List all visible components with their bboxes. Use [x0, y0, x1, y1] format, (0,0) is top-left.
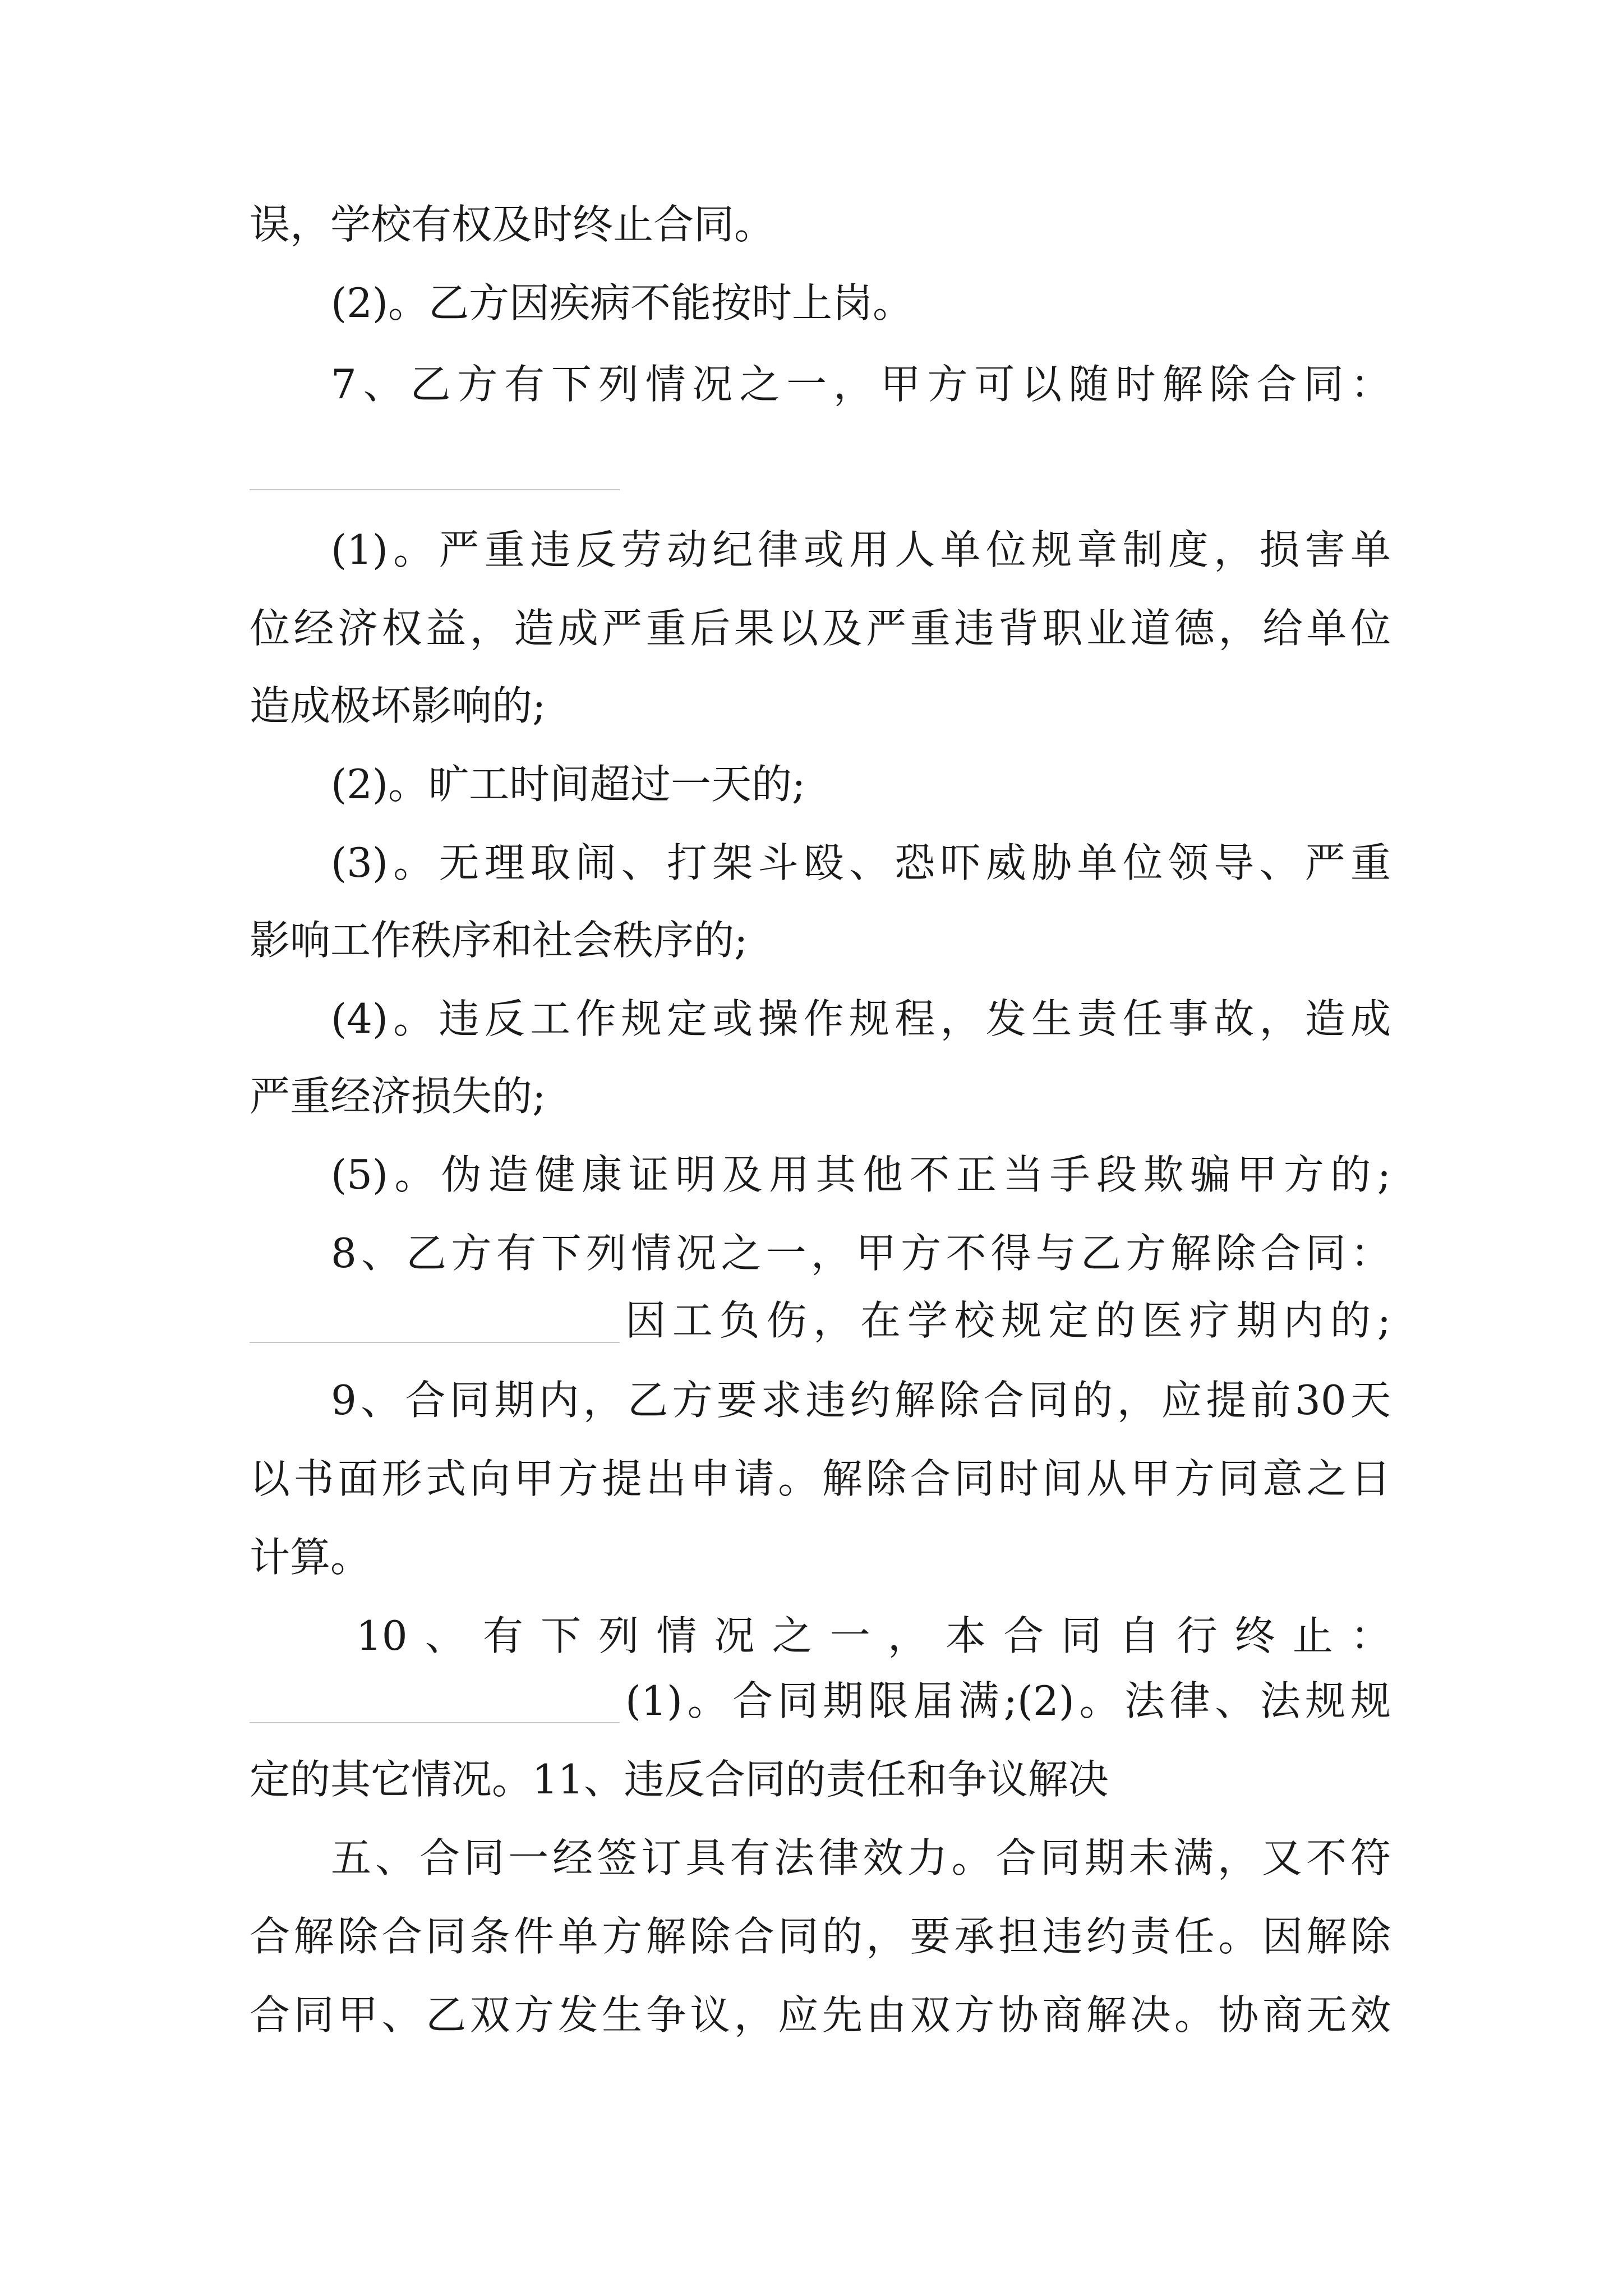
fill-in-blank	[250, 1342, 620, 1343]
paragraph-line: 五、合同一经签订具有法律效力。合同期未满，又不符	[331, 1834, 1391, 1881]
paragraph-line: 合解除合同条件单方解除合同的，要承担违约责任。因解除	[250, 1913, 1391, 1960]
paragraph-line: (2)。旷工时间超过一天的;	[331, 761, 806, 808]
paragraph-line: (2)。乙方因疾病不能按时上岗。	[331, 279, 913, 326]
fill-in-blank	[250, 489, 620, 490]
paragraph-line: (1)。合同期限届满;(2)。法律、法规规	[625, 1677, 1391, 1724]
paragraph-line: 定的其它情况。11、违反合同的责任和争议解决	[250, 1756, 1109, 1803]
paragraph-line: (5)。伪造健康证明及用其他不正当手段欺骗甲方的;	[331, 1151, 1391, 1198]
paragraph-line: 合同甲、乙双方发生争议，应先由双方协商解决。协商无效	[250, 1991, 1391, 2039]
paragraph-line: 位经济权益，造成严重后果以及严重违背职业道德，给单位	[250, 605, 1391, 652]
paragraph-line: (3)。无理取闹、打架斗殴、恐吓威胁单位领导、严重	[331, 839, 1391, 886]
paragraph-line: 9、合同期内，乙方要求违约解除合同的，应提前30天	[331, 1377, 1391, 1424]
paragraph-line: 造成极坏影响的;	[250, 682, 546, 729]
paragraph-line: 误，学校有权及时终止合同。	[250, 201, 775, 248]
paragraph-line: 7、乙方有下列情况之一，甲方可以随时解除合同：	[331, 361, 1391, 408]
paragraph-line: 严重经济损失的;	[250, 1073, 546, 1120]
fill-in-blank	[250, 1722, 620, 1723]
paragraph-line: (1)。严重违反劳动纪律或用人单位规章制度，损害单	[331, 526, 1391, 573]
paragraph-line: 因工负伤，在学校规定的医疗期内的;	[625, 1297, 1391, 1344]
paragraph-line: 计算。	[250, 1534, 371, 1581]
paragraph-line: 以书面形式向甲方提出申请。解除合同时间从甲方同意之日	[250, 1455, 1391, 1502]
paragraph-line: 影响工作秩序和社会秩序的;	[250, 917, 748, 964]
paragraph-line: 10、有下列情况之一，本合同自行终止：	[356, 1612, 1391, 1659]
paragraph-line: 8、乙方有下列情况之一，甲方不得与乙方解除合同：	[331, 1230, 1391, 1277]
paragraph-line: (4)。违反工作规定或操作规程，发生责任事故，造成	[331, 995, 1391, 1042]
